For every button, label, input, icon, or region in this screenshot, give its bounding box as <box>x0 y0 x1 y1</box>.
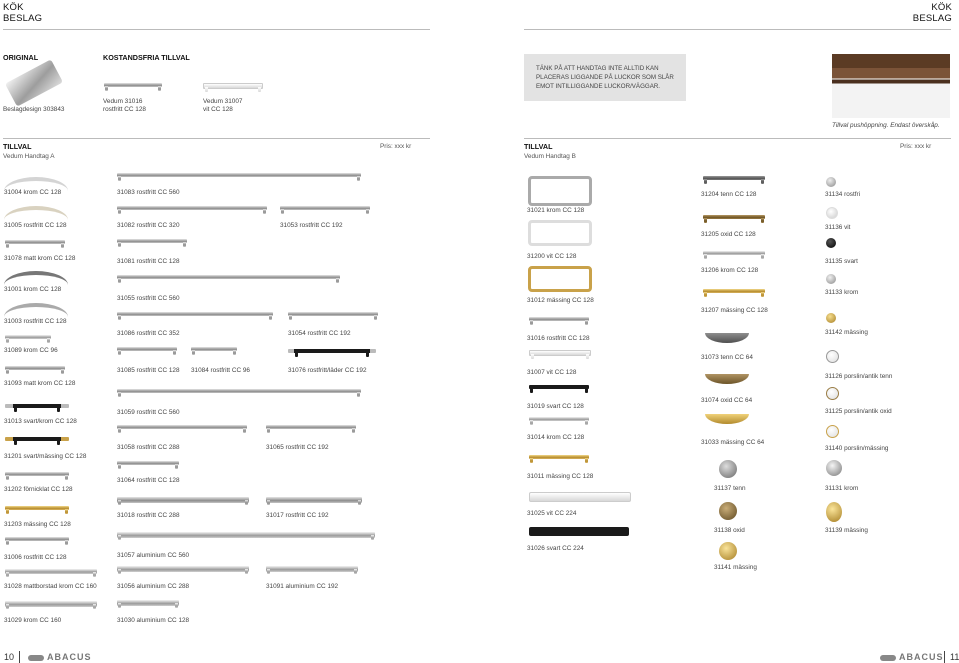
label-31013: 31013 svart/krom CC 128 <box>4 418 77 425</box>
knob-31138-image <box>719 502 737 520</box>
label-31085: 31085 rostfritt CC 128 <box>117 367 180 374</box>
handle-31054-image <box>288 312 378 316</box>
section-a-price: Pris: xxx kr <box>380 143 412 150</box>
label-31078: 31078 matt krom CC 128 <box>4 255 76 262</box>
label-31014: 31014 krom CC 128 <box>527 434 585 441</box>
label-31089: 31089 krom CC 96 <box>4 347 58 354</box>
free-item2-image <box>203 83 263 89</box>
label-31005: 31005 rostfritt CC 128 <box>4 222 67 229</box>
label-31021: 31021 krom CC 128 <box>527 207 585 214</box>
knob-31133-image <box>826 274 836 284</box>
free-item2-line1: Vedum 31007 <box>203 98 243 105</box>
label-31086: 31086 rostfritt CC 352 <box>117 330 180 337</box>
handle-31025-image <box>529 492 631 502</box>
label-31084: 31084 rostfritt CC 96 <box>191 367 250 374</box>
handle-31201-image <box>5 437 69 441</box>
handle-31058-image <box>117 425 247 429</box>
handle-31064-image <box>117 461 179 465</box>
header-right-line1: KÖK <box>931 2 952 13</box>
label-31030: 31030 aluminium CC 128 <box>117 617 190 624</box>
handle-31029-image <box>5 601 97 607</box>
label-31057: 31057 aluminium CC 560 <box>117 552 190 559</box>
handle-31028-image <box>5 569 97 574</box>
abacus-logo-text-right: ABACUS <box>899 652 944 662</box>
label-31136: 31136 vit <box>825 224 851 231</box>
header-rule-right <box>524 29 951 30</box>
handle-31005-image <box>4 206 68 220</box>
cup-31073-image <box>705 333 749 343</box>
label-31011: 31011 mässing CC 128 <box>527 473 594 480</box>
abacus-logo-left <box>28 652 92 662</box>
push-opening-caption: Tillval pushöppning. Endast överskåp. <box>832 122 940 129</box>
label-31059: 31059 rostfritt CC 560 <box>117 409 180 416</box>
knob-31131-image <box>826 460 842 476</box>
label-31133: 31133 krom <box>825 289 859 296</box>
handle-31083-image <box>117 173 361 177</box>
knob-31137-image <box>719 460 737 478</box>
knob-31140-image <box>826 425 839 438</box>
label-31081: 31081 rostfritt CC 128 <box>117 258 180 265</box>
label-31091: 31091 aluminium CC 192 <box>266 583 339 590</box>
handle-31078-image <box>5 240 65 244</box>
handle-31056-image <box>117 566 249 572</box>
handle-31059-image <box>117 389 361 393</box>
abacus-logo-text-left: ABACUS <box>47 652 92 662</box>
handle-31206-image <box>703 251 765 255</box>
label-31026: 31026 svart CC 224 <box>527 545 584 552</box>
handle-31003-image <box>4 303 68 317</box>
cup-31074-image <box>705 374 749 384</box>
label-31137: 31137 tenn <box>714 485 746 492</box>
header-rule-left <box>3 29 430 30</box>
handle-31084-image <box>191 347 237 351</box>
handle-31016-image <box>529 317 589 321</box>
label-31205: 31205 oxid CC 128 <box>701 231 756 238</box>
label-31142: 31142 mässing <box>825 329 868 336</box>
label-31053: 31053 rostfritt CC 192 <box>280 222 343 229</box>
label-31056: 31056 aluminium CC 288 <box>117 583 190 590</box>
section-a-rule <box>3 138 430 139</box>
label-31074: 31074 oxid CC 64 <box>701 397 753 404</box>
label-31065: 31065 rostfritt CC 192 <box>266 444 329 451</box>
free-item2-line2: vit CC 128 <box>203 106 233 113</box>
abacus-logo-mark-right <box>880 655 896 661</box>
handle-31207-image <box>703 289 765 293</box>
handle-31001-image <box>4 271 68 285</box>
label-31076: 31076 rostfritt/läder CC 192 <box>288 367 367 374</box>
handle-31014-image <box>529 417 589 421</box>
handle-31055-image <box>117 275 340 279</box>
original-handle-image <box>5 59 63 106</box>
handle-31021-image <box>528 176 592 206</box>
handle-31076-image <box>288 349 376 353</box>
handle-31204-image <box>703 176 765 180</box>
label-31064: 31064 rostfritt CC 128 <box>117 477 180 484</box>
label-31202: 31202 förnicklat CC 128 <box>4 486 73 493</box>
label-31006: 31006 rostfritt CC 128 <box>4 554 67 561</box>
handle-31065-image <box>266 425 356 429</box>
header-right-line2: BESLAG <box>912 13 952 24</box>
label-31140: 31140 porslin/mässing <box>825 445 889 452</box>
free-item1-image <box>104 83 162 87</box>
knob-31142-image <box>826 313 836 323</box>
placement-note: TÄNK PÅ ATT HANDTAG INTE ALLTID KAN PLACERAS LIGGANDE PÅ LUCKOR SOM SLÅR EMOT INTILLIGGANDE LUCKOR/VÄGGAR. <box>524 54 686 101</box>
section-b-rule <box>524 138 951 139</box>
label-31019: 31019 svart CC 128 <box>527 403 584 410</box>
knob-31125-image <box>826 387 839 400</box>
label-31093: 31093 matt krom CC 128 <box>4 380 76 387</box>
knob-31139-image <box>826 502 842 522</box>
section-b-subtitle: Vedum Handtag B <box>524 153 576 160</box>
free-item1-line2: rostfritt CC 128 <box>103 106 146 113</box>
handle-31093-image <box>5 366 65 370</box>
push-opening-photo <box>832 54 950 118</box>
abacus-logo-right <box>880 652 944 662</box>
label-31033: 31033 mässing CC 64 <box>701 439 765 446</box>
original-title: ORIGINAL <box>3 53 39 62</box>
handle-31086-image <box>117 312 273 316</box>
section-a-title: TILLVAL <box>3 142 32 151</box>
footer-divider-right <box>944 651 945 663</box>
section-b-price: Pris: xxx kr <box>900 143 932 150</box>
label-31126: 31126 porslin/antik tenn <box>825 373 893 380</box>
label-31138: 31138 oxid <box>714 527 745 534</box>
label-31025: 31025 vit CC 224 <box>527 510 577 517</box>
label-31201: 31201 svart/mässing CC 128 <box>4 453 87 460</box>
header-left-line1: KÖK <box>3 2 24 13</box>
label-31018: 31018 rostfritt CC 288 <box>117 512 180 519</box>
footer-divider-left <box>19 651 20 663</box>
handle-31082-image <box>117 206 267 210</box>
label-31125: 31125 porslin/antik oxid <box>825 408 892 415</box>
handle-31053-image <box>280 206 370 210</box>
page-number-right: 11 <box>950 652 959 662</box>
section-a-subtitle: Vedum Handtag A <box>3 153 55 160</box>
knob-31134-image <box>826 177 836 187</box>
cup-31033-image <box>705 414 749 424</box>
label-31017: 31017 rostfritt CC 192 <box>266 512 329 519</box>
header-left-line2: BESLAG <box>3 13 43 24</box>
label-31139: 31139 mässing <box>825 527 868 534</box>
free-options-title: KOSTANDSFRIA TILLVAL <box>103 53 190 62</box>
label-31003: 31003 rostfritt CC 128 <box>4 318 67 325</box>
handle-31091-image <box>266 566 358 572</box>
page-number-left: 10 <box>4 652 15 662</box>
handle-31013-image <box>5 404 69 408</box>
label-31204: 31204 tenn CC 128 <box>701 191 757 198</box>
label-31029: 31029 krom CC 160 <box>4 617 62 624</box>
header-right <box>913 2 952 24</box>
handle-31011-image <box>529 455 589 459</box>
label-31082: 31082 rostfritt CC 320 <box>117 222 180 229</box>
section-b-title: TILLVAL <box>524 142 553 151</box>
label-31200: 31200 vit CC 128 <box>527 253 577 260</box>
handle-31007-image <box>529 350 591 356</box>
handle-31081-image <box>117 239 187 243</box>
label-31055: 31055 rostfritt CC 560 <box>117 295 180 302</box>
handle-31012-image <box>528 266 592 292</box>
label-31007: 31007 vit CC 128 <box>527 369 577 376</box>
label-31012: 31012 mässing CC 128 <box>527 297 594 304</box>
label-31058: 31058 rostfritt CC 288 <box>117 444 180 451</box>
label-31016: 31016 rostfritt CC 128 <box>527 335 590 342</box>
label-31141: 31141 mässing <box>714 564 757 571</box>
label-31131: 31131 krom <box>825 485 859 492</box>
label-31206: 31206 krom CC 128 <box>701 267 759 274</box>
label-31001: 31001 krom CC 128 <box>4 286 62 293</box>
handle-31202-image <box>5 472 69 476</box>
label-31135: 31135 svart <box>825 258 858 265</box>
free-item1-line1: Vedum 31016 <box>103 98 143 105</box>
label-31203: 31203 mässing CC 128 <box>4 521 71 528</box>
original-caption: Beslagdesign 303843 <box>3 106 65 113</box>
handle-31017-image <box>266 497 362 503</box>
label-31073: 31073 tenn CC 64 <box>701 354 753 361</box>
header-left <box>3 2 42 24</box>
handle-31018-image <box>117 497 249 503</box>
knob-31135-image <box>826 238 836 248</box>
handle-31057-image <box>117 532 375 538</box>
knob-31126-image <box>826 350 839 363</box>
knob-31136-image <box>826 207 838 219</box>
handle-31019-image <box>529 385 589 389</box>
handle-31085-image <box>117 347 177 351</box>
abacus-logo-mark-left <box>28 655 44 661</box>
label-31004: 31004 krom CC 128 <box>4 189 62 196</box>
handle-31089-image <box>5 335 51 339</box>
handle-31203-image <box>5 506 69 510</box>
handle-31200-image <box>528 220 592 246</box>
label-31054: 31054 rostfritt CC 192 <box>288 330 351 337</box>
handle-31026-image <box>529 527 629 536</box>
label-31083: 31083 rostfritt CC 560 <box>117 189 180 196</box>
label-31134: 31134 rostfri <box>825 191 861 198</box>
label-31028: 31028 mattborstad krom CC 160 <box>4 583 97 590</box>
handle-31205-image <box>703 215 765 219</box>
handle-31006-image <box>5 537 69 541</box>
knob-31141-image <box>719 542 737 560</box>
handle-31030-image <box>117 600 179 606</box>
label-31207: 31207 mässing CC 128 <box>701 307 768 314</box>
